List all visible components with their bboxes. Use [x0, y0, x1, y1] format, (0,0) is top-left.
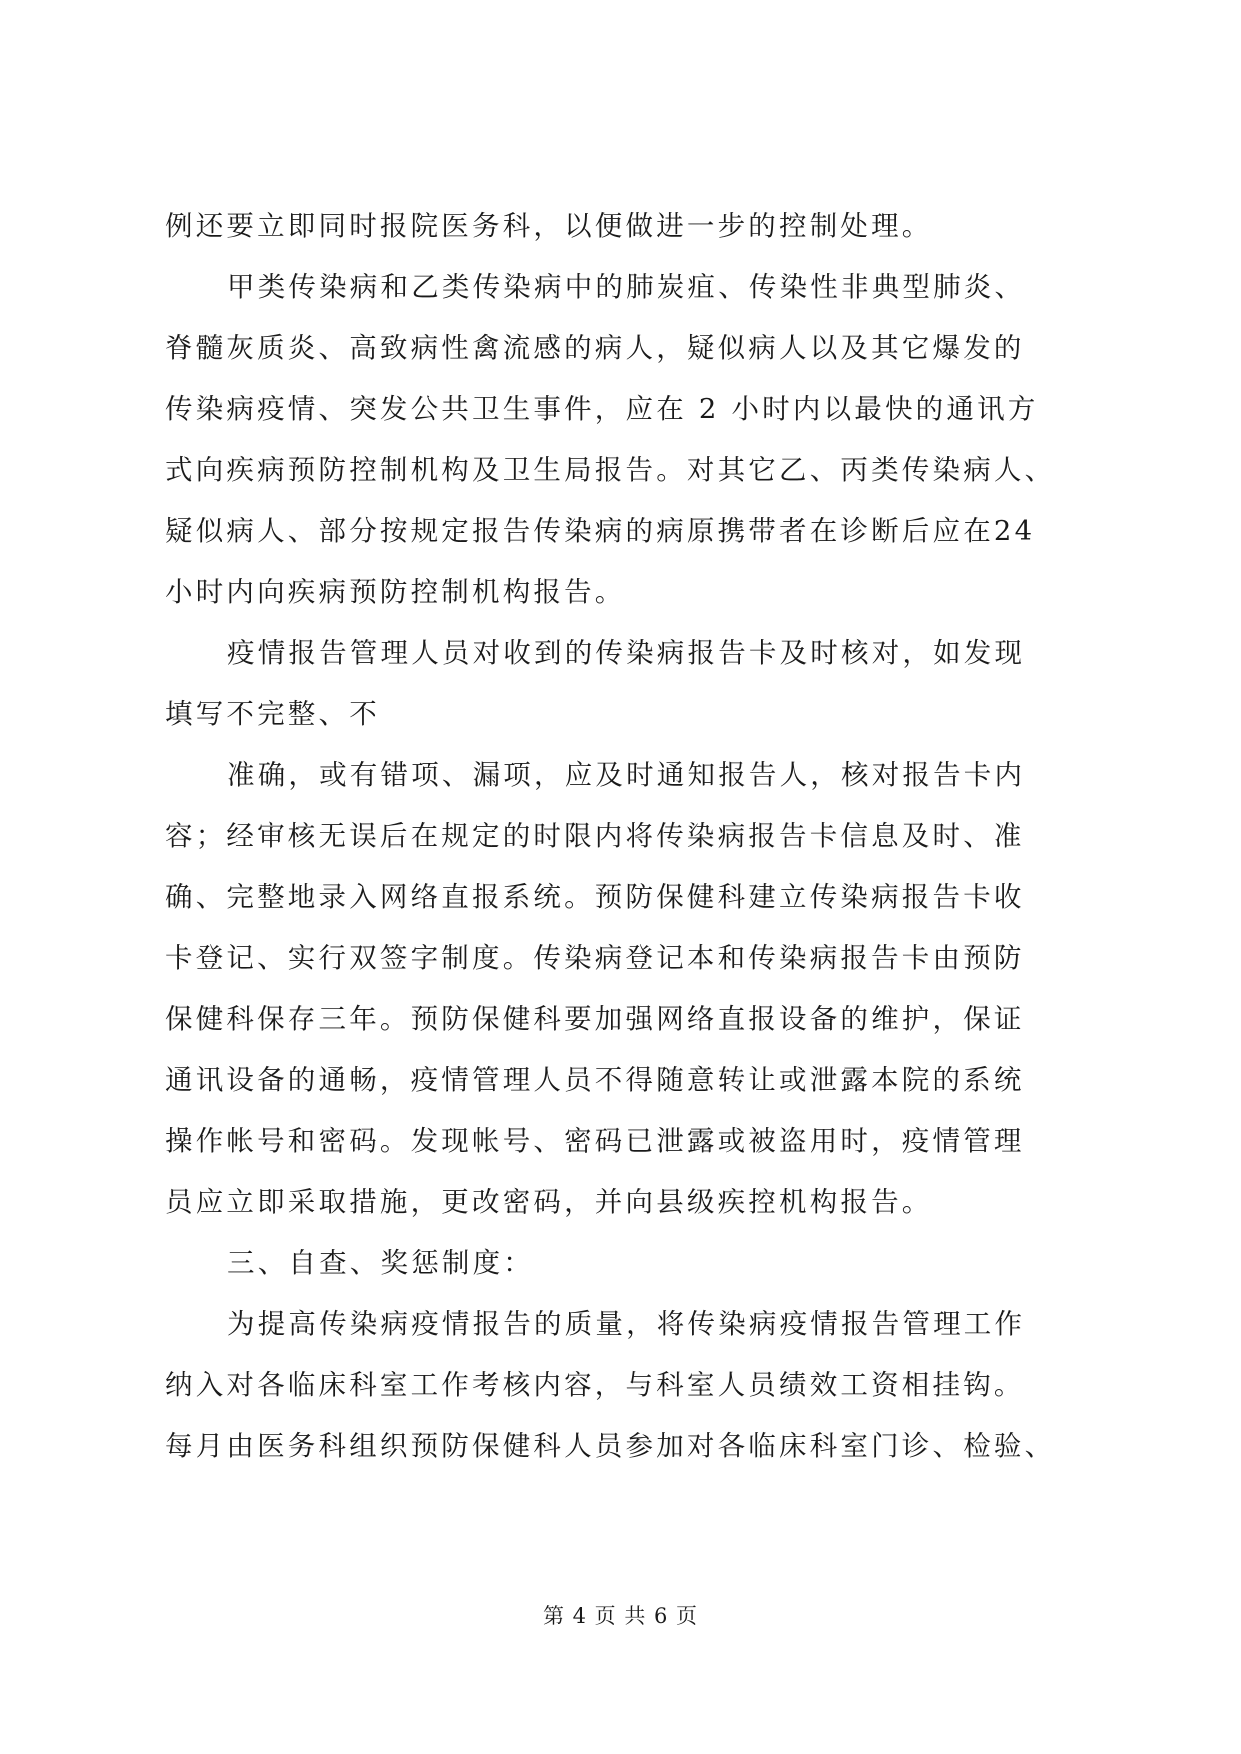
page-number-footer: 第 4 页 共 6 页: [542, 1604, 699, 1628]
text-line: 脊髓灰质炎、高致病性禽流感的病人，疑似病人以及其它爆发的: [165, 332, 1025, 364]
text-line: 每月由医务科组织预防保健科人员参加对各临床科室门诊、检验、: [165, 1430, 1056, 1462]
text-line: 操作帐号和密码。发现帐号、密码已泄露或被盗用时，疫情管理: [165, 1125, 1025, 1157]
document-body: [165, 196, 1085, 1477]
text-line: 例还要立即同时报院医务科，以便做进一步的控制处理。: [165, 210, 933, 242]
paragraph-start-line: 疫情报告管理人员对收到的传染病报告卡及时核对，如发现: [227, 637, 1026, 669]
paragraph-start-line: 为提高传染病疫情报告的质量，将传染病疫情报告管理工作: [227, 1308, 1026, 1340]
text-line: 容；经审核无误后在规定的时限内将传染病报告卡信息及时、准: [165, 820, 1025, 852]
text-line: 式向疾病预防控制机构及卫生局报告。对其它乙、丙类传染病人、: [165, 454, 1056, 486]
text-line: 员应立即采取措施，更改密码，并向县级疾控机构报告。: [165, 1186, 933, 1218]
text-line: 保健科保存三年。预防保健科要加强网络直报设备的维护，保证: [165, 1003, 1025, 1035]
text-line: 纳入对各临床科室工作考核内容，与科室人员绩效工资相挂钩。: [165, 1369, 1025, 1401]
text-line: 疑似病人、部分按规定报告传染病的病原携带者在诊断后应在24: [165, 515, 1036, 547]
text-line: 传染病疫情、突发公共卫生事件，应在 2 小时内以最快的通讯方: [165, 393, 1039, 425]
paragraph-start-line: 甲类传染病和乙类传染病中的肺炭疽、传染性非典型肺炎、: [227, 271, 1026, 303]
text-line: 卡登记、实行双签字制度。传染病登记本和传染病报告卡由预防: [165, 942, 1025, 974]
text-line: 确、完整地录入网络直报系统。预防保健科建立传染病报告卡收: [165, 881, 1025, 913]
section-heading: 三、自查、奖惩制度：: [227, 1247, 534, 1279]
text-line: 填写不完整、不: [165, 698, 380, 730]
text-line: 小时内向疾病预防控制机构报告。: [165, 576, 626, 608]
text-line: 通讯设备的通畅，疫情管理人员不得随意转让或泄露本院的系统: [165, 1064, 1025, 1096]
paragraph-start-line: 准确，或有错项、漏项，应及时通知报告人，核对报告卡内: [227, 759, 1026, 791]
